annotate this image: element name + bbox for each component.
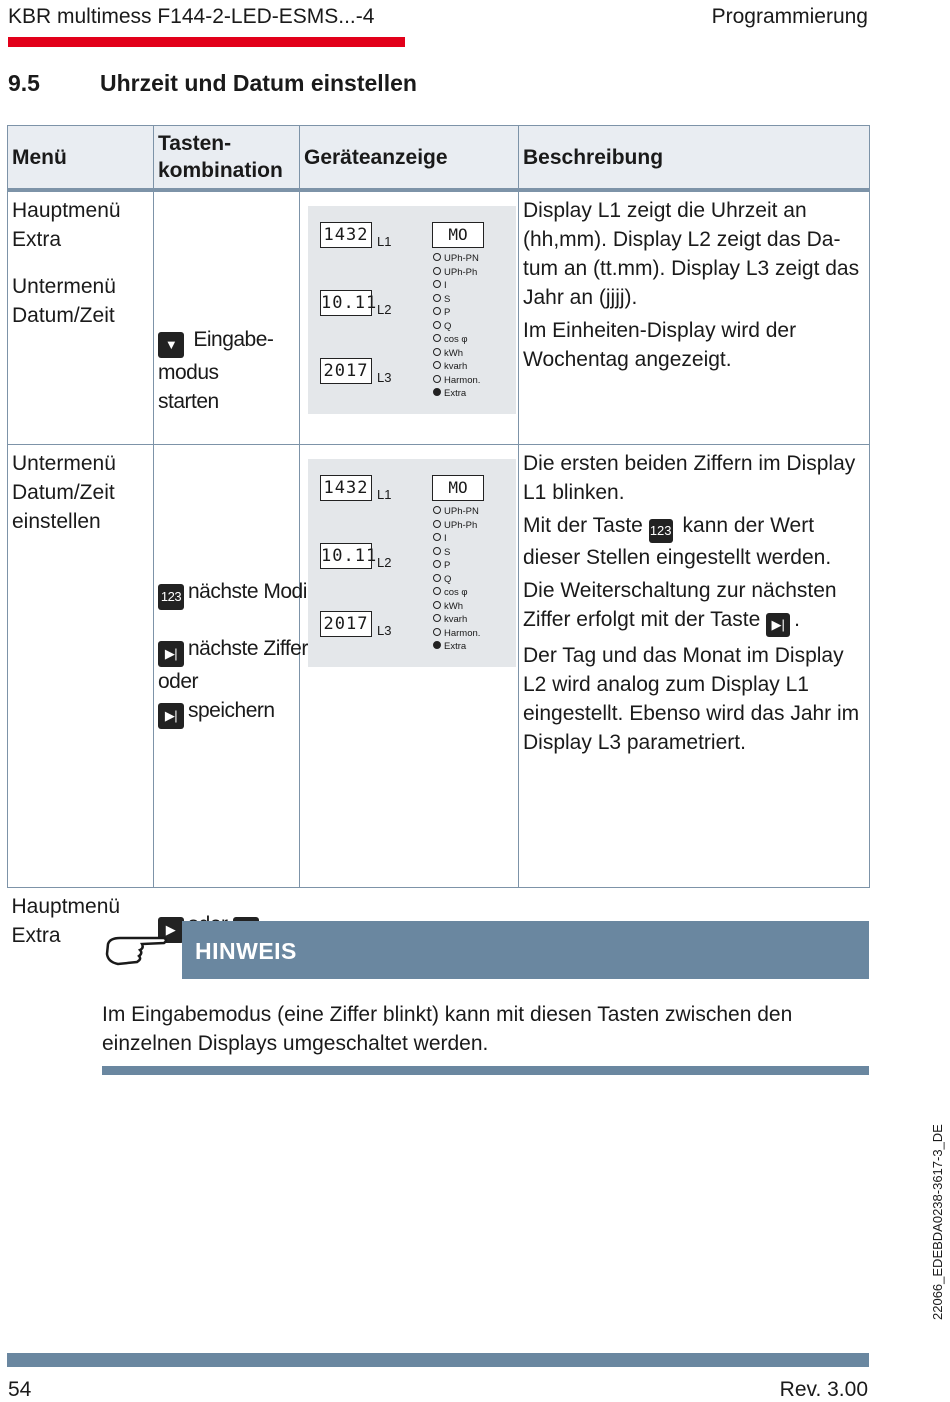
header-description: Beschreibung <box>519 126 870 191</box>
description-cell <box>519 445 870 888</box>
section-number: 9.5 <box>8 70 40 96</box>
menu-cell <box>8 445 154 888</box>
indicator-label: I <box>444 533 447 544</box>
display-label: L2 <box>377 302 392 317</box>
note-text: Im Eingabemodus (eine Ziffer blinkt) kann mit diesen Tasten zwischen den einzelnen Displays umgeschaltet werden. <box>102 1003 793 1055</box>
indicator-led-icon <box>433 267 441 275</box>
description-text: Die Weiterschaltung zur nächsten Ziffer erfolgt mit der Taste <box>523 579 837 631</box>
indicator-led-icon <box>433 294 441 302</box>
indicator-led-icon <box>433 253 441 261</box>
indicator-label: kWh <box>444 347 463 359</box>
indicator-item <box>433 347 480 361</box>
table-row <box>8 445 870 888</box>
indicator-led-icon <box>433 601 441 609</box>
indicator-led-icon <box>433 388 441 396</box>
indicator-led-icon <box>433 321 441 329</box>
indicator-led-icon <box>433 587 441 595</box>
indicator-item <box>433 387 480 401</box>
indicator-item <box>433 559 480 573</box>
header-display: Geräteanzeige <box>300 126 519 191</box>
indicator-label: Harmon. <box>444 374 481 386</box>
indicator-label: UPh-Ph <box>444 266 478 278</box>
segment-display: 2017 <box>320 358 372 384</box>
note-title: HINWEIS <box>195 938 297 964</box>
indicator-item <box>433 306 480 320</box>
indicator-item <box>433 640 480 654</box>
segment-display: 1432 <box>320 475 372 501</box>
description-text: kann der Wert dieser Stellen eingestellt werden. <box>523 514 832 569</box>
indicator-item <box>433 519 480 533</box>
key-description: Eingabe-modus starten <box>158 328 274 413</box>
indicator-label: UPh-Ph <box>444 519 478 531</box>
indicator-item <box>433 374 480 388</box>
indicator-label: UPh-PN <box>444 506 479 517</box>
segment-display: 10.11 <box>320 543 372 569</box>
document-id: 22066_EDEBDA0238-3617-3_DE <box>930 1124 945 1320</box>
keys-cell <box>154 190 300 445</box>
indicator-label: Q <box>444 573 452 585</box>
menu-text: Untermenü Datum/Zeit <box>12 275 116 327</box>
device-display <box>308 459 516 667</box>
key-description: nächste Ziffer <box>188 637 308 660</box>
indicator-item <box>433 532 480 546</box>
display-label: L1 <box>377 234 392 249</box>
keys-cell <box>154 445 308 888</box>
indicator-item <box>433 586 480 600</box>
indicator-led-icon <box>433 280 441 288</box>
note-divider <box>102 1066 869 1075</box>
indicator-label: I <box>444 280 447 291</box>
indicator-led-icon <box>433 334 441 342</box>
right-key-icon: ▶ <box>158 917 184 943</box>
indicator-label: Harmon. <box>444 627 481 639</box>
indicator-label: Extra <box>444 388 467 399</box>
indicator-label: kvarh <box>444 361 468 372</box>
indicator-item <box>433 279 480 293</box>
indicator-led-icon <box>433 520 441 528</box>
page-number: 54 <box>8 1378 32 1401</box>
indicator-item <box>433 627 480 641</box>
header-accent-bar <box>8 37 405 47</box>
description-text: Der Tag und das Monat im Display L2 wird analog zum Display L1 eingestellt. Ebenso wird das Jahr im Display L3 parametriert. <box>523 644 860 754</box>
segment-display: 1432 <box>320 222 372 248</box>
header-keys: Tasten-kombination <box>154 126 300 191</box>
key-or: oder <box>158 670 199 693</box>
pointing-hand-icon <box>104 932 170 970</box>
section-title: Uhrzeit und Datum einstellen <box>100 70 417 96</box>
indicator-label: kWh <box>444 600 463 612</box>
display-label: L3 <box>377 623 392 638</box>
indicator-item <box>433 293 480 307</box>
indicator-led-icon <box>433 614 441 622</box>
segment-display: 2017 <box>320 611 372 637</box>
settings-table <box>7 125 870 974</box>
indicator-list <box>433 505 480 654</box>
menu-text: Hauptmenü Extra <box>12 199 121 251</box>
indicator-label: Q <box>444 320 452 332</box>
indicator-item <box>433 320 480 334</box>
description-text: Die ersten beiden Ziffern im Display L1 blinken. <box>523 452 856 504</box>
document-title: KBR multimess F144-2-LED-ESMS...-4 <box>8 5 375 28</box>
menu-text: Untermenü Datum/Zeit einstellen <box>12 452 116 533</box>
indicator-item <box>433 613 480 627</box>
indicator-label: S <box>444 546 451 558</box>
indicator-label: P <box>444 560 451 571</box>
indicator-led-icon <box>433 574 441 582</box>
description-cell <box>519 190 870 445</box>
indicator-label: S <box>444 293 451 305</box>
indicator-item <box>433 333 480 347</box>
indicator-led-icon <box>433 348 441 356</box>
unit-display: MO <box>432 475 484 501</box>
indicator-led-icon <box>433 506 441 514</box>
next-key-icon: ▶| <box>158 703 184 729</box>
description-text: Im Einheiten-Display wird der Wochentag angezeigt. <box>523 319 797 371</box>
indicator-item <box>433 360 480 374</box>
table-row <box>8 190 870 445</box>
down-key-icon: ▼ <box>158 332 184 358</box>
indicator-led-icon <box>433 628 441 636</box>
indicator-led-icon <box>433 307 441 315</box>
menu-text: Hauptmenü Extra <box>11 895 121 947</box>
indicator-label: cos φ <box>444 587 468 598</box>
segment-display: 10.11 <box>320 290 372 316</box>
indicator-label: kvarh <box>444 614 468 625</box>
menu-cell <box>8 190 154 445</box>
indicator-led-icon <box>433 547 441 555</box>
next-key-icon: ▶| <box>158 641 184 667</box>
description-text: . <box>794 608 801 631</box>
description-text: Mit der Taste <box>523 514 643 537</box>
indicator-item <box>433 546 480 560</box>
indicator-led-icon <box>433 641 441 649</box>
next-key-icon: ▶| <box>766 613 790 637</box>
indicator-item <box>433 266 480 280</box>
indicator-label: Extra <box>444 641 467 652</box>
revision: Rev. 3.00 <box>779 1378 868 1401</box>
chapter-title: Programmierung <box>711 5 868 28</box>
key-description: speichern <box>188 699 275 722</box>
indicator-led-icon <box>433 375 441 383</box>
mode-key-icon: 123 <box>158 584 184 610</box>
description-text: Display L1 zeigt die Uhrzeit an (hh,mm). Display L2 zeigt das Da-tum an (tt.mm). Display L3 zeigt das Jahr an (jjjj). <box>523 199 860 309</box>
indicator-list <box>433 252 480 401</box>
indicator-led-icon <box>433 361 441 369</box>
indicator-label: P <box>444 307 451 318</box>
display-cell <box>300 445 519 888</box>
footer-bar <box>7 1353 869 1367</box>
indicator-item <box>433 600 480 614</box>
display-label: L1 <box>377 487 392 502</box>
indicator-label: UPh-PN <box>444 253 479 264</box>
display-cell <box>300 190 519 445</box>
unit-display: MO <box>432 222 484 248</box>
device-display <box>308 206 516 414</box>
indicator-led-icon <box>433 560 441 568</box>
indicator-item <box>433 573 480 587</box>
display-label: L3 <box>377 370 392 385</box>
indicator-label: cos φ <box>444 334 468 345</box>
key-description: nächste Modi <box>188 580 307 603</box>
display-label: L2 <box>377 555 392 570</box>
mode-key-icon: 123 <box>649 519 673 543</box>
indicator-led-icon <box>433 533 441 541</box>
indicator-item <box>433 505 480 519</box>
indicator-item <box>433 252 480 266</box>
header-menu: Menü <box>8 126 154 191</box>
